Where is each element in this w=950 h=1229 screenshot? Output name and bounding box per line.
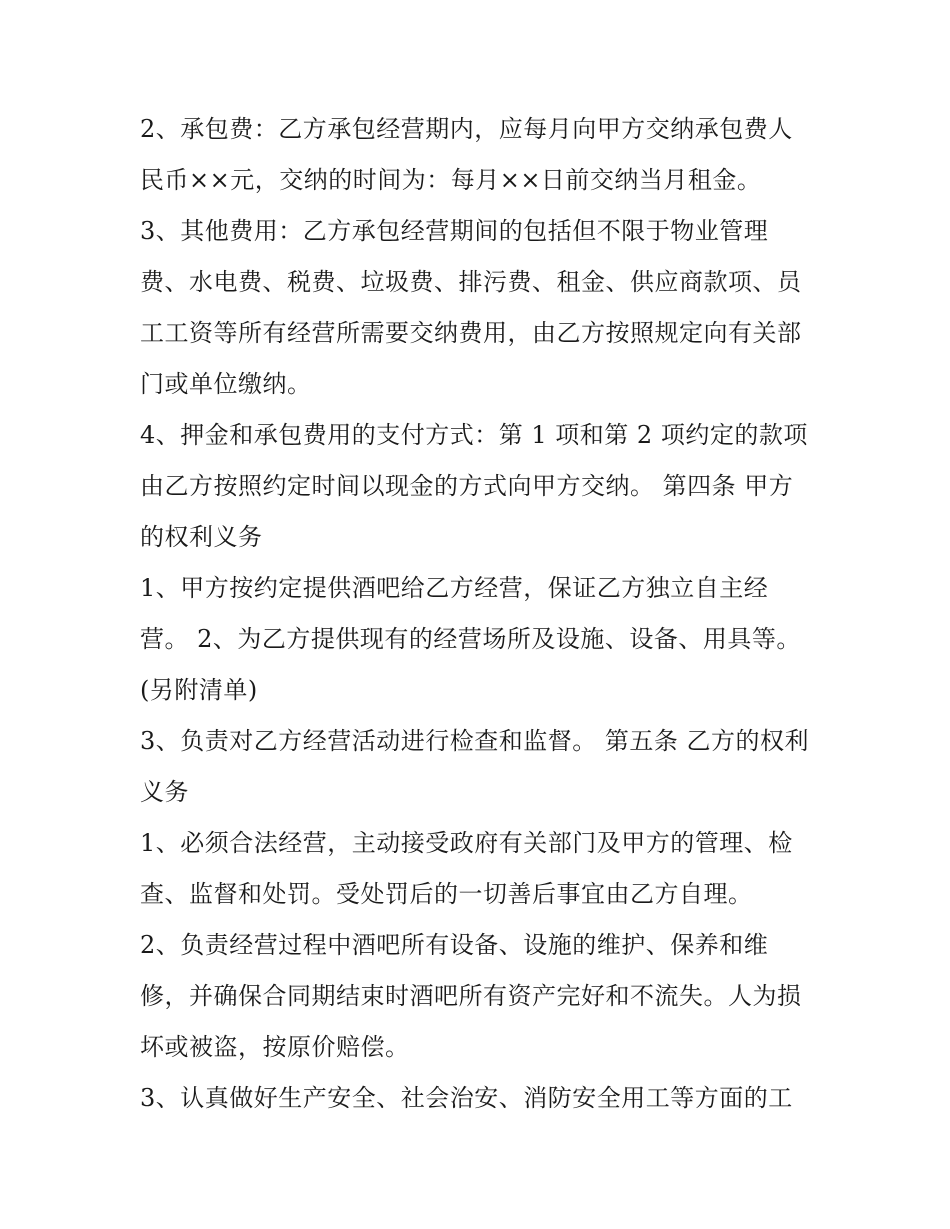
document-body <box>140 104 820 1124</box>
text-line: 营。 2、为乙方提供现有的经营场所及设施、设备、用具等。 <box>140 625 801 653</box>
text-line: 的权利义务 <box>140 523 263 551</box>
text-line: 民币××元，交纳的时间为：每月××日前交纳当月租金。 <box>140 166 762 194</box>
text-line: 门或单位缴纳。 <box>140 370 312 398</box>
text-line: 2、负责经营过程中酒吧所有设备、设施的维护、保养和维 <box>140 931 769 959</box>
text-line: 3、其他费用：乙方承包经营期间的包括但不限于物业管理 <box>140 217 769 245</box>
text-line: 3、认真做好生产安全、社会治安、消防安全用工等方面的工 <box>140 1084 793 1112</box>
text-line: 修，并确保合同期结束时酒吧所有资产完好和不流失。人为损 <box>140 982 802 1010</box>
text-line: (另附清单) <box>140 676 258 704</box>
text-line: 4、押金和承包费用的支付方式：第 1 项和第 2 项约定的款项 <box>140 421 808 449</box>
text-line: 工工资等所有经营所需要交纳费用，由乙方按照规定向有关部 <box>140 319 802 347</box>
text-line: 费、水电费、税费、垃圾费、排污费、租金、供应商款项、员 <box>140 268 802 296</box>
text-line: 坏或被盗，按原价赔偿。 <box>140 1033 410 1061</box>
text-line: 义务 <box>140 778 189 806</box>
text-line: 1、甲方按约定提供酒吧给乙方经营，保证乙方独立自主经 <box>140 574 769 602</box>
text-line: 2、承包费：乙方承包经营期内，应每月向甲方交纳承包费人 <box>140 115 793 143</box>
text-line: 3、负责对乙方经营活动进行检查和监督。 第五条 乙方的权利 <box>140 727 810 755</box>
text-line: 1、必须合法经营，主动接受政府有关部门及甲方的管理、检 <box>140 829 793 857</box>
text-line: 由乙方按照约定时间以现金的方式向甲方交纳。 第四条 甲方 <box>140 472 794 500</box>
text-line: 查、监督和处罚。受处罚后的一切善后事宜由乙方自理。 <box>140 880 753 908</box>
